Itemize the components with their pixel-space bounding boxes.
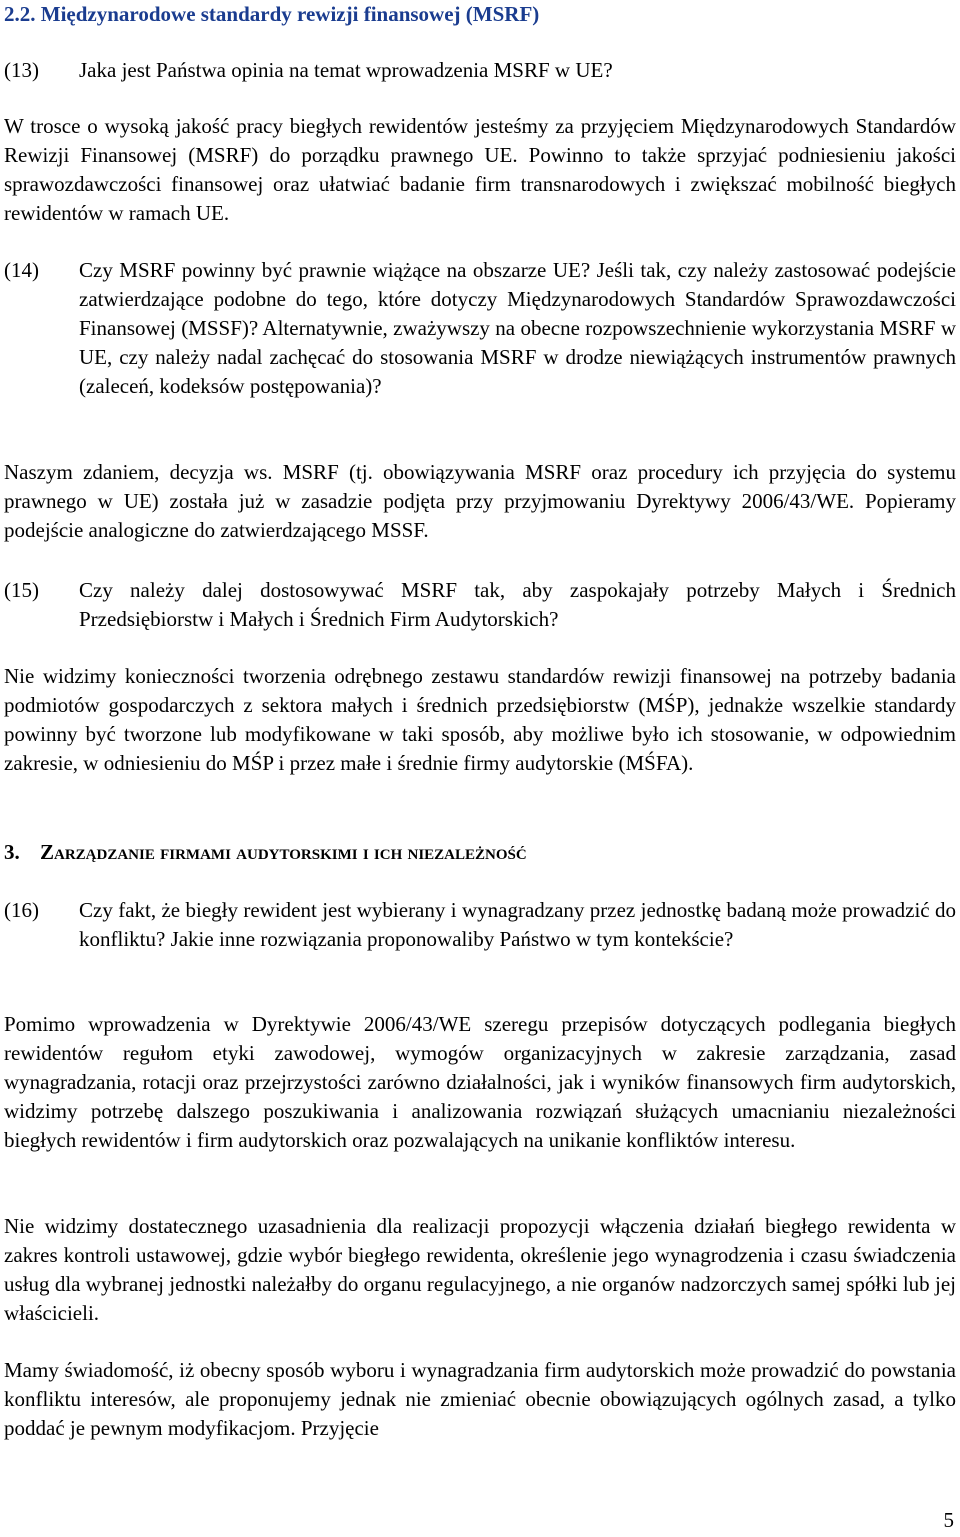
page-number: 5 [943,1508,954,1532]
question-13 [4,56,956,85]
question-text: Czy należy dalej dostosowywać MSRF tak, aby zaspokajały potrzeby Małych i Średnich Przedsiębiorstw i Małych i Średnich Firm Audytorskich? [79,578,956,631]
question-number: (16) [4,898,39,922]
answer-15: Nie widzimy konieczności tworzenia odrębnego zestawu standardów rewizji finansowej na potrzeby badania podmiotów gospodarczych z sektora małych i średnich przedsiębiorstw (MŚP), jednakże wszelkie standardy powinny być tworzone lub modyfikowane w taki sposób, aby możliwe było ich stosowanie, w odpowiednim zakresie, w odniesieniu do MŚP i przez małe i średnie firmy audytorskie (MŚFA). [4,664,956,775]
section-title: Zarządzanie firmami audytorskimi i ich niezależność [40,840,527,864]
answer-16-paragraph-3: Mamy świadomość, iż obecny sposób wyboru i wynagradzania firm audytorskich może prowadzić do powstania konfliktu interesów, ale proponujemy jednak nie zmieniać obecnie obowiązujących ogólnych zasad, a tylko poddać je pewnym modyfikacjom. Przyjęcie [4,1358,956,1440]
question-text: Czy MSRF powinny być prawnie wiążące na obszarze UE? Jeśli tak, czy należy zastosować podejście zatwierdzające podobne do tego, które dotyczy Międzynarodowych Standardów Sprawozdawczości Finansowej (MSSF)? Alternatywnie, zważywszy na obecne rozpowszechnienie wykorzystania MSRF w UE, czy należy nadal zachęcać do stosowania MSRF w drodze niewiążących instrumentów prawnych (zaleceń, kodeksów postępowania)? [79,258,956,398]
question-14 [4,256,956,401]
section-heading-2-2: 2.2. Międzynarodowe standardy rewizji finansowej (MSRF) [4,2,540,26]
answer-16-paragraph-1: Pomimo wprowadzenia w Dyrektywie 2006/43/WE szeregu przepisów dotyczących podlegania biegłych rewidentów regułom etyki zawodowej, wymogów organizacyjnych w zakresie zarządzania, zasad wynagradzania, rotacji oraz przejrzystości zarówno działalności, jak i wyników finansowych firm audytorskich, widzimy potrzebę dalszego poszukiwania i analizowania rozwiązań służących umacnianiu niezależności biegłych rewidentów i firm audytorskich oraz pozwalających na unikanie konfliktów interesu. [4,1012,956,1152]
answer-14: Naszym zdaniem, decyzja ws. MSRF (tj. obowiązywania MSRF oraz procedury ich przyjęcia do systemu prawnego w UE) została już w zasadzie podjęta przy przyjmowaniu Dyrektywy 2006/43/WE. Popieramy podejście analogiczne do zatwierdzającego MSSF. [4,460,956,542]
answer-13: W trosce o wysoką jakość pracy biegłych rewidentów jesteśmy za przyjęciem Międzynarodowych Standardów Rewizji Finansowej (MSRF) do porządku prawnego UE. Powinno to także sprzyjać podniesieniu jakości sprawozdawczości finansowej oraz ułatwiać badanie firm transnarodowych i zwiększać mobilność biegłych rewidentów w ramach UE. [4,114,956,225]
answer-16-paragraph-2: Nie widzimy dostatecznego uzasadnienia dla realizacji propozycji włączenia działań biegłego rewidenta w zakres kontroli ustawowej, gdzie wybór biegłego rewidenta, określenie jego wynagrodzenia i czasu świadczenia usług dla wybranej jednostki należałby do organu regulacyjnego, a nie organów nadzorczych samej spółki lub jej właścicieli. [4,1214,956,1325]
section-number: 3. [4,840,20,864]
question-number: (15) [4,578,39,602]
question-16 [4,896,956,954]
question-text: Czy fakt, że biegły rewident jest wybierany i wynagradzany przez jednostkę badaną może prowadzić do konfliktu? Jakie inne rozwiązania proponowaliby Państwo w tym kontekście? [79,898,956,951]
question-number: (13) [4,58,39,82]
question-text: Jaka jest Państwa opinia na temat wprowadzenia MSRF w UE? [79,58,613,82]
question-15 [4,576,956,634]
section-heading-3 [4,838,956,867]
question-number: (14) [4,258,39,282]
